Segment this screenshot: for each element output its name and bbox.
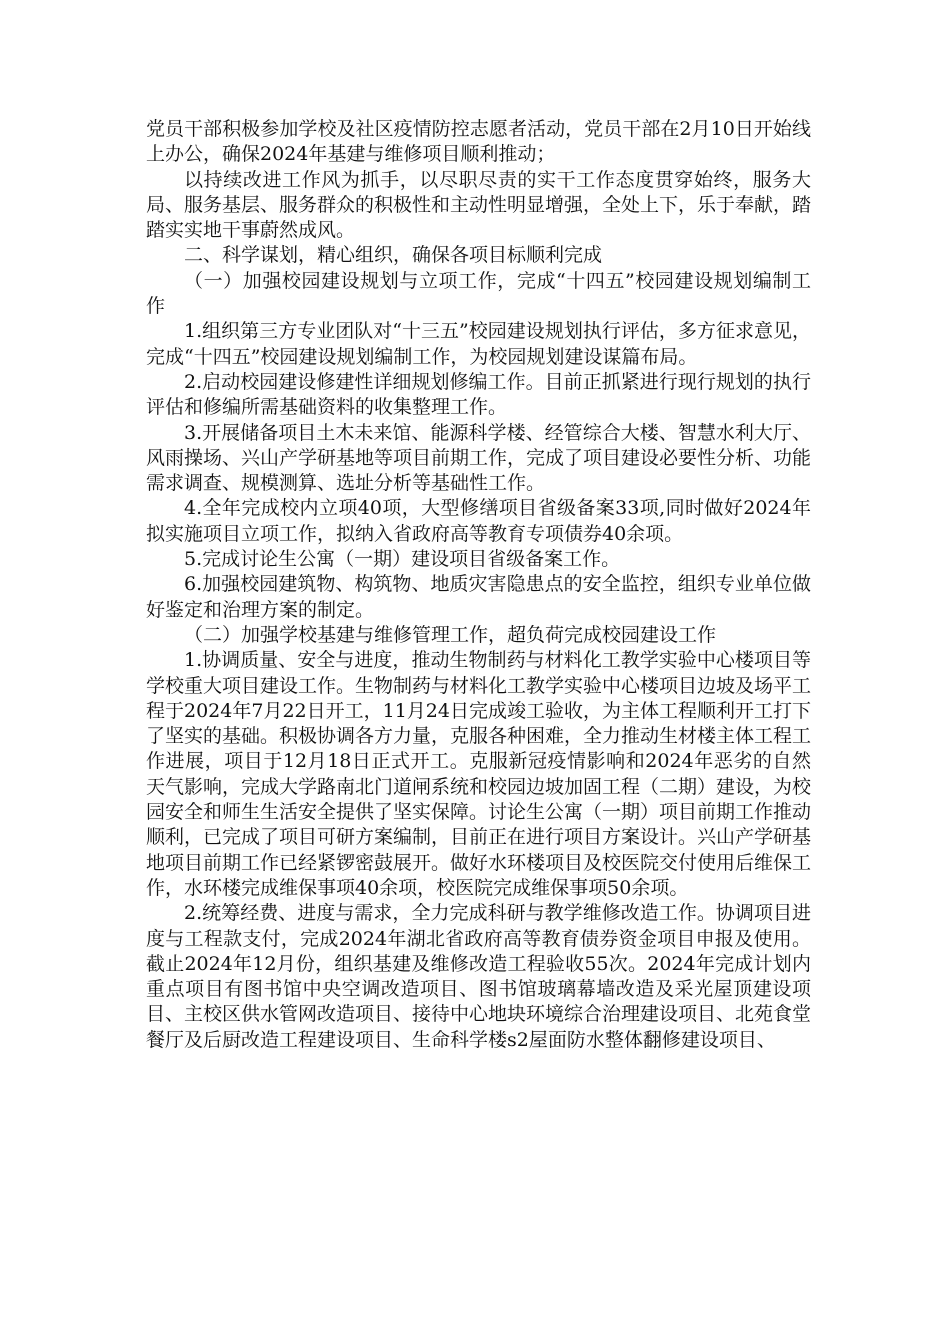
paragraph: 2.统筹经费、进度与需求，全力完成科研与教学维修改造工作。协调项目进度与工程款支付，完成2024年湖北省政府高等教育债券资金项目申报及使用。截止2024年12月份，组织基建及维修改造工程验收55次。2024年完成计划内重点项目有图书馆中央空调改造项目、图书馆玻璃幕墙改造及采光屋顶建设项目、主校区供水管网改造项目、接待中心地块环境综合治理建设项目、北苑食堂餐厅及后厨改造工程建设项目、生命科学楼s2屋面防水整体翻修建设项目、 [146,902,812,1051]
paragraph: 2.启动校园建设修建性详细规划修编工作。目前正抓紧进行现行规划的执行评估和修编所需基础资料的收集整理工作。 [146,370,811,419]
paragraph: 1.协调质量、安全与进度，推动生物制药与材料化工教学实验中心楼项目等学校重大项目建设工作。生物制药与材料化工教学实验中心楼项目边坡及场平工程于2024年7月22日开工，11月24日完成竣工验收，为主体工程顺利开工打下了坚实的基础。积极协调各方力量，克服各种困难，全力推动生材楼主体工程工作进展，项目于12月18日正式开工。克服新冠疫情影响和2024年恶劣的自然天气影响，完成大学路南北门道闸系统和校园边坡加固工程（二期）建设，为校园安全和师生生活安全提供了坚实保障。讨论生公寓（一期）项目前期工作推动顺利，已完成了项目可研方案编制，目前正在进行项目方案设计。兴山产学研基地项目前期工作已经紧锣密鼓展开。做好水环楼项目及校医院交付使用后维保工作，水环楼完成维保事项40余项，校医院完成维保事项50余项。 [146,649,812,899]
paragraph: 4.全年完成校内立项40项，大型修缮项目省级备案33项,同时做好2024年拟实施项目立项工作，拟纳入省政府高等教育专项债券40余项。 [146,497,811,545]
paragraph: 以持续改进工作风为抓手，以尽职尽责的实干工作态度贯穿始终，服务大局、服务基层、服务群众的积极性和主动性明显增强，全处上下，乐于奉献，踏踏实实地干事蔚然成风。 [146,168,812,242]
subsection-heading: （一）加强校园建设规划与立项工作，完成“十四五”校园建设规划编制工作 [146,269,811,318]
paragraph: 3.开展储备项目土木未来馆、能源科学楼、经管综合大楼、智慧水利大厅、风雨操场、兴山产学研基地等项目前期工作，完成了项目建设必要性分析、功能需求调查、规模测算、选址分析等基础性工作。 [146,421,812,495]
subsection-heading: （二）加强学校基建与维修管理工作，超负荷完成校园建设工作 [184,623,717,646]
document-body [146,117,811,1053]
paragraph: 6.加强校园建筑物、构筑物、地质灾害隐患点的安全监控，组织专业单位做好鉴定和治理方案的制定。 [146,573,811,621]
section-heading: 二、科学谋划，精心组织，确保各项目标顺利完成 [184,244,603,267]
paragraph: 1.组织第三方专业团队对“十三五”校园建设规划执行评估，多方征求意见，完成“十四五”校园建设规划编制工作，为校园规划建设谋篇布局。 [146,320,811,368]
paragraph: 党员干部积极参加学校及社区疫情防控志愿者活动，党员干部在2月10日开始线上办公，确保2024年基建与维修项目顺利推动； [146,118,811,166]
paragraph: 5.完成讨论生公寓（一期）建设项目省级备案工作。 [184,548,621,571]
